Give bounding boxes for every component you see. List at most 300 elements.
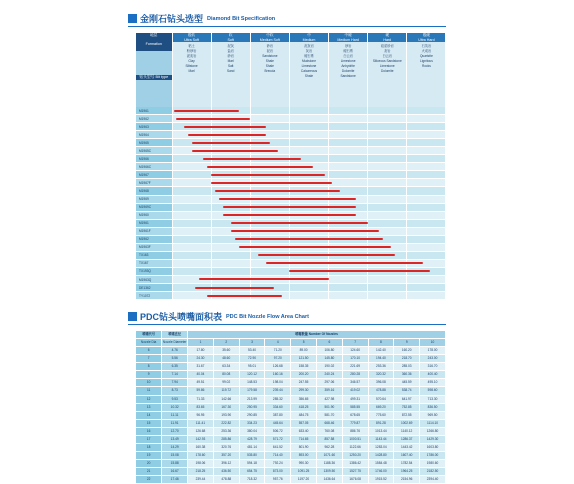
flow-area: 243.00: [420, 355, 446, 363]
section-divider: [128, 26, 446, 27]
formation-name: [251, 33, 289, 42]
bit-row: [136, 195, 446, 203]
formation-column-6: [407, 33, 446, 107]
formation-name-cn: 软: [228, 33, 233, 37]
flow-area: 53.40: [239, 347, 265, 355]
flow-area: 240.24: [316, 371, 342, 379]
formation-rocks: [212, 42, 250, 74]
nozzle-code: 6: [136, 347, 162, 355]
flow-area: 1071.60: [316, 451, 342, 459]
rock-name: 火成岩: [421, 49, 432, 53]
nozzle-code: 8: [136, 363, 162, 371]
flow-area: 106.80: [316, 347, 342, 355]
diamond-bit-table: [136, 33, 446, 300]
bit-cell: [407, 219, 446, 227]
rock-name: Rocks: [421, 64, 431, 68]
flow-area: 714.40: [265, 451, 291, 459]
formation-name: [290, 33, 328, 42]
bit-cell: [250, 139, 289, 147]
flow-area: 499.31: [342, 395, 368, 403]
formation-rocks: [368, 42, 406, 74]
bit-row: [136, 107, 446, 115]
bit-cell: [368, 163, 407, 171]
flow-area: 40.04: [188, 371, 214, 379]
bit-cell: [368, 292, 407, 300]
flow-area: 120.12: [239, 371, 265, 379]
bit-type-code: M1964: [136, 131, 172, 139]
bit-cell: [407, 107, 446, 115]
bit-cell: [289, 251, 328, 259]
flow-area: 35.60: [213, 347, 239, 355]
bit-cell: [172, 131, 211, 139]
flow-area: 178.00: [420, 347, 446, 355]
formation-name: [407, 33, 445, 42]
flow-area: 253.36: [368, 363, 394, 371]
nozzle-count: 10: [420, 339, 446, 347]
flow-area: 96.95: [188, 411, 214, 419]
flow-area: 581.70: [316, 411, 342, 419]
flow-area: 571.72: [265, 435, 291, 443]
flow-area: 714.65: [291, 435, 317, 443]
formation-name-cn: 极软: [187, 33, 196, 37]
rock-name: Siliceous Sandstone: [372, 59, 402, 63]
bit-cell: [172, 211, 211, 219]
formation-name-cn: 中: [307, 33, 311, 37]
rock-name: Marl: [227, 59, 234, 63]
bit-cell: [329, 219, 368, 227]
nozzle-row: [136, 443, 446, 451]
bit-type-code: M1960: [136, 211, 172, 219]
rock-name: Quartzite: [419, 54, 433, 58]
flow-area: 1143.44: [368, 435, 394, 443]
nozzle-code: 14: [136, 411, 162, 419]
bit-cell: [250, 163, 289, 171]
flow-area: 1114.10: [420, 419, 446, 427]
flow-area: 969.50: [420, 411, 446, 419]
flow-area: 718.32: [239, 475, 265, 483]
flow-area: 346.57: [342, 379, 368, 387]
flow-area: 160.38: [188, 443, 214, 451]
flow-area: 2394.40: [420, 475, 446, 483]
bit-cell: [368, 284, 407, 292]
bit-cell: [250, 179, 289, 187]
bit-type-code: M1968: [136, 187, 172, 195]
bit-cell: [250, 187, 289, 195]
bit-cell: [407, 131, 446, 139]
nozzle-code: 12: [136, 395, 162, 403]
bit-cell: [407, 275, 446, 283]
bit-cell: [250, 292, 289, 300]
flow-area: 239.44: [265, 387, 291, 395]
nozzle-diameter: 11.91: [162, 419, 188, 427]
flow-area: 641.52: [265, 443, 291, 451]
nozzle-count: 5: [291, 339, 317, 347]
bit-cell: [172, 243, 211, 251]
flow-area: 360.36: [394, 371, 420, 379]
bit-cell: [329, 203, 368, 211]
flow-area: 160.20: [394, 347, 420, 355]
bit-cell: [368, 139, 407, 147]
bit-cell: [368, 259, 407, 267]
formation-column-1: [211, 33, 250, 107]
bit-row: [136, 187, 446, 195]
bit-cell: [172, 187, 211, 195]
flow-area: 775.60: [368, 411, 394, 419]
bit-cell: [172, 147, 211, 155]
bit-cell: [407, 292, 446, 300]
flow-area: 891.28: [368, 419, 394, 427]
bit-row: [136, 243, 446, 251]
flow-area: 280.28: [342, 371, 368, 379]
flow-area: 71.33: [188, 395, 214, 403]
flow-area: 17.80: [188, 347, 214, 355]
formation-name-en: Ultra Soft: [184, 37, 200, 42]
nozzle-row: [136, 435, 446, 443]
bit-cell: [211, 155, 250, 163]
bit-type-code: M1962: [136, 235, 172, 243]
rock-name: 泥灰: [227, 44, 234, 48]
flow-area: 1786.00: [420, 451, 446, 459]
bit-cell: [211, 284, 250, 292]
nozzle-diameter: 15.88: [162, 459, 188, 467]
bit-type-code: M1962: [136, 115, 172, 123]
bit-type-code: M1961: [136, 219, 172, 227]
section-marker-icon: [128, 312, 137, 321]
bit-cell: [289, 155, 328, 163]
bit-cell: [368, 203, 407, 211]
bit-cell: [329, 292, 368, 300]
flow-area: 792.24: [265, 459, 291, 467]
flow-area: 886.76: [342, 427, 368, 435]
bit-cell: [289, 211, 328, 219]
flow-area: 334.23: [239, 419, 265, 427]
flow-area: 1386.42: [342, 459, 368, 467]
flow-area: 80.08: [213, 371, 239, 379]
bit-cell: [368, 195, 407, 203]
bit-cell: [329, 179, 368, 187]
bit-type-label: 钻头型号 Bit type: [136, 75, 172, 80]
bit-cell: [407, 139, 446, 147]
bit-cell: [368, 211, 407, 219]
rock-name: 泥灰岩: [304, 44, 314, 48]
flow-area: 299.30: [291, 387, 317, 395]
bit-cell: [172, 267, 211, 275]
nozzle-diameter: 11.11: [162, 411, 188, 419]
bit-cell: [211, 187, 250, 195]
flow-area: 95.01: [239, 363, 265, 371]
rock-name: Anhydrite: [341, 64, 355, 68]
nozzle-diameter: 9.53: [162, 395, 188, 403]
bit-cell: [407, 267, 446, 275]
bit-type-code: M1967F: [136, 179, 172, 187]
nozzle-row: [136, 387, 446, 395]
bit-cell: [407, 227, 446, 235]
flow-area: 598.60: [420, 387, 446, 395]
bit-cell: [289, 187, 328, 195]
flow-area: 148.53: [239, 379, 265, 387]
flow-area: 49.51: [188, 379, 214, 387]
bit-cell: [172, 163, 211, 171]
bit-cell: [211, 179, 250, 187]
flow-area: 285.86: [213, 435, 239, 443]
section-divider: [128, 324, 446, 325]
bit-cell: [250, 123, 289, 131]
bit-type-code: TY1072: [136, 292, 172, 300]
flow-area: 190.02: [316, 363, 342, 371]
bit-cell: [211, 243, 250, 251]
bit-cell: [289, 107, 328, 115]
bit-cell: [172, 107, 211, 115]
bit-cell: [289, 292, 328, 300]
nozzle-diameter: 5.56: [162, 355, 188, 363]
nozzle-row: [136, 371, 446, 379]
bit-cell: [211, 235, 250, 243]
flow-area: 1607.40: [394, 451, 420, 459]
nozzle-flow-table: [136, 331, 446, 484]
bit-cell: [368, 251, 407, 259]
nozzle-row: [136, 475, 446, 483]
bit-type-code: M1963Q: [136, 275, 172, 283]
flow-area: 654.75: [239, 467, 265, 475]
flow-area: 1013.44: [368, 427, 394, 435]
nozzle-diameter: 4.76: [162, 347, 188, 355]
formation-column-5: [368, 33, 407, 107]
bit-type-code: M1967: [136, 171, 172, 179]
rock-name: Sand: [226, 69, 235, 73]
bit-cell: [407, 251, 446, 259]
bit-row: [136, 275, 446, 283]
rock-name: Limestone: [301, 64, 317, 68]
bit-cell: [329, 163, 368, 171]
bit-cell: [250, 211, 289, 219]
flow-area: 97.20: [265, 355, 291, 363]
bit-type-code: TX193Q: [136, 267, 172, 275]
rock-name: Calcareous: [300, 69, 318, 73]
nozzle-diameter: 12.70: [162, 427, 188, 435]
flow-area: 669.20: [368, 403, 394, 411]
bit-cell: [368, 235, 407, 243]
rock-name: 硬石膏: [343, 49, 353, 53]
bit-cell: [172, 275, 211, 283]
flow-area: 713.30: [420, 395, 446, 403]
bit-type-code: TX163: [136, 251, 172, 259]
bit-cell: [368, 179, 407, 187]
flow-area: 71.20: [265, 347, 291, 355]
bit-cell: [407, 163, 446, 171]
rock-name: Sandstone: [340, 74, 356, 78]
bit-cell: [172, 139, 211, 147]
bit-cell: [250, 275, 289, 283]
bit-cell: [211, 171, 250, 179]
bit-cell: [368, 107, 407, 115]
bit-cell: [407, 235, 446, 243]
rock-name: Siltstone: [185, 64, 198, 68]
nozzle-count: 1: [188, 339, 214, 347]
bit-row: [136, 171, 446, 179]
nozzle-row: [136, 459, 446, 467]
bit-cell: [289, 227, 328, 235]
bit-cell: [250, 251, 289, 259]
bit-cell: [172, 219, 211, 227]
bit-cell: [250, 155, 289, 163]
rock-name: 泥灰岩: [186, 54, 197, 58]
flow-area: 1603.80: [420, 443, 446, 451]
bit-cell: [329, 259, 368, 267]
rock-name: Lignitous: [420, 59, 433, 63]
bit-cell: [407, 115, 446, 123]
bit-row: [136, 227, 446, 235]
flow-area: 297.06: [316, 379, 342, 387]
flow-area: 418.25: [291, 403, 317, 411]
bit-cell: [172, 179, 211, 187]
flow-area: 99.02: [213, 379, 239, 387]
nozzle-row: [136, 363, 446, 371]
rock-name: Breccia: [264, 69, 276, 73]
flow-area: 1980.60: [420, 459, 446, 467]
flow-area: 1746.00: [368, 467, 394, 475]
flow-area: 290.85: [239, 411, 265, 419]
flow-area: 221.69: [342, 363, 368, 371]
rock-name: Mudstone: [301, 59, 316, 63]
bit-cell: [211, 115, 250, 123]
bit-cell: [289, 235, 328, 243]
flow-area: 872.55: [394, 411, 420, 419]
bit-cell: [211, 259, 250, 267]
flow-area: 445.64: [265, 419, 291, 427]
bit-type-code: M1969C: [136, 203, 172, 211]
nozzle-section-title: [128, 308, 450, 322]
bit-cell: [289, 195, 328, 203]
flow-area: 893.00: [291, 451, 317, 459]
bit-row: [136, 203, 446, 211]
flow-area: 495.10: [420, 379, 446, 387]
formation-rocks: [407, 42, 445, 69]
bit-cell: [407, 187, 446, 195]
flow-area: 193.90: [213, 411, 239, 419]
flow-area: 1266.80: [420, 427, 446, 435]
bit-row: [136, 147, 446, 155]
bit-row: [136, 235, 446, 243]
flow-area: 1286.37: [394, 435, 420, 443]
section-marker-icon: [128, 14, 137, 23]
bit-row: [136, 292, 446, 300]
nozzle-diameter: 16.67: [162, 467, 188, 475]
rock-name: 灰岩: [384, 49, 391, 53]
flow-area: 962.28: [316, 443, 342, 451]
flow-area: 124.60: [342, 347, 368, 355]
flow-area: 957.76: [265, 475, 291, 483]
bit-cell: [368, 131, 407, 139]
formation-column-2: [250, 33, 289, 107]
flow-area: 320.32: [368, 371, 394, 379]
rock-name: Clay: [188, 59, 195, 63]
nozzle-count-row: [136, 339, 446, 347]
bit-cell: [250, 219, 289, 227]
flow-area: 445.59: [394, 379, 420, 387]
bit-cell: [211, 211, 250, 219]
nozzle-diameter: 7.94: [162, 379, 188, 387]
bit-row: [136, 267, 446, 275]
diamond-section-title: [128, 10, 450, 24]
bit-cell: [211, 251, 250, 259]
flow-area: 396.12: [213, 459, 239, 467]
bit-cell: [289, 139, 328, 147]
bit-cell: [211, 219, 250, 227]
flow-area: 1002.69: [394, 419, 420, 427]
bit-cell: [289, 115, 328, 123]
flow-area: 1000.51: [342, 435, 368, 443]
rock-name: 白云岩: [382, 54, 393, 58]
nozzle-header-row: [136, 331, 446, 339]
formation-name-en: Medium: [302, 37, 316, 42]
flow-area: 633.40: [291, 427, 317, 435]
flow-area: 170.10: [342, 355, 368, 363]
flow-area: 1250.20: [342, 451, 368, 459]
flow-area: 380.04: [239, 427, 265, 435]
nozzle-row: [136, 395, 446, 403]
bit-cell: [250, 115, 289, 123]
rock-name: 硅质砂岩: [380, 44, 394, 48]
bit-cell: [289, 267, 328, 275]
flow-area: 387.80: [265, 411, 291, 419]
bit-cell: [289, 275, 328, 283]
formation-name-cn: 极硬: [422, 33, 430, 37]
bit-type-code: M1969: [136, 195, 172, 203]
rock-name: 粘土: [188, 44, 195, 48]
flow-area: 801.90: [291, 443, 317, 451]
flow-area: 2154.96: [394, 475, 420, 483]
flow-area: 121.50: [291, 355, 317, 363]
flow-area: 111.41: [188, 419, 214, 427]
flow-area: 1443.42: [394, 443, 420, 451]
bit-cell: [407, 147, 446, 155]
diamond-bit-chart: [124, 33, 450, 300]
rock-name: Dolomite: [380, 69, 394, 73]
nozzle-diameter: 7.14: [162, 371, 188, 379]
formation-column-4: [329, 33, 368, 107]
flow-area: 1428.80: [368, 451, 394, 459]
flow-area: 198.06: [188, 459, 214, 467]
bit-cell: [250, 284, 289, 292]
rock-name: 石英岩: [421, 44, 432, 48]
flow-area: 72.90: [239, 355, 265, 363]
bit-cell: [211, 267, 250, 275]
nozzle-code: 18: [136, 443, 162, 451]
formation-rocks: [290, 42, 328, 79]
formation-name-cn: 中软: [266, 33, 274, 37]
bit-cell: [329, 275, 368, 283]
bit-cell: [289, 219, 328, 227]
nozzle-diameter: 13.49: [162, 435, 188, 443]
bit-cell: [172, 292, 211, 300]
flow-area: 194.40: [368, 355, 394, 363]
bit-type-code: DE1362: [136, 284, 172, 292]
nozzle-title-en: PDC Bit Nozzle Flow Area Chart: [226, 314, 309, 321]
formation-name: [212, 33, 250, 42]
bit-cell: [289, 131, 328, 139]
rock-name: Sandstone: [262, 54, 278, 58]
nozzle-row: [136, 347, 446, 355]
nozzle-code: 10: [136, 379, 162, 387]
bit-cell: [172, 195, 211, 203]
formation-label-en: Formation: [136, 42, 172, 51]
bit-cell: [329, 284, 368, 292]
flow-area: 678.65: [342, 411, 368, 419]
nozzle-title-cn: PDC钻头喷嘴面积表: [140, 312, 223, 323]
flow-area: 1309.50: [316, 467, 342, 475]
formation-name-en: Ultra Hard: [418, 37, 435, 42]
bit-cell: [289, 147, 328, 155]
